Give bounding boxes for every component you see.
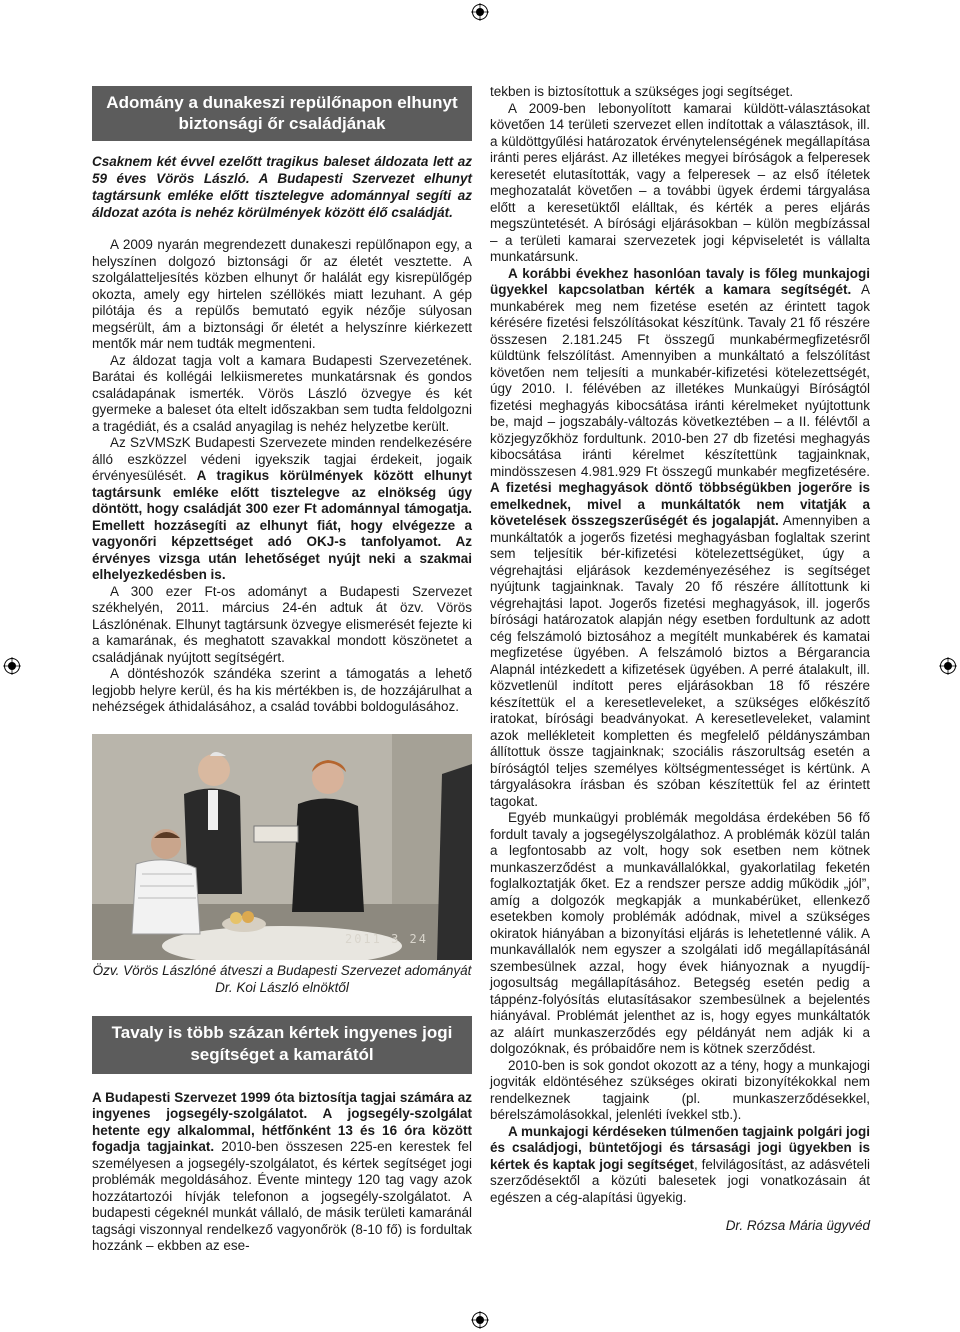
article-title-donation: Adomány a dunakeszi repülőnapon elhunyt biztonsági őr családjának xyxy=(92,86,472,141)
article-lead: Csaknem két évvel ezelőtt tragikus baleset áldozata lett az 59 éves Vörös László. A Budapesti Szervezet elhunyt tagtársunk emléke előtt tisztelegve adománnyal segíti az áldozat azóta is nehéz körülmények között élő családját. xyxy=(92,154,472,220)
author-signature: Dr. Rózsa Mária ügyvéd xyxy=(725,1218,870,1233)
left-column xyxy=(92,86,472,1255)
donation-photo xyxy=(92,734,472,960)
paragraph: Egyéb munkaügyi problémák megoldása érdekében 56 fő fordult tavaly a jogsegélyszolgálathoz. A problémák közül talán a legfontosabb az volt, hogy sok esetben nem kötnek munkaszerződést a munkavállalókkal, gyakorlatilag feketén foglalkoztatják őket. Ez a rendszer persze addig működik „jól”, amíg a dolgozók megkapják a munkabérüket, ellenkező esetekben komoly problémák adódnak, mivel a szükséges okiratok hiányában a bizonyítási eljárás is lehetetlenné válik. A munkavállalók nem egyszer a szolgálati idő megállapításánál szembesülnek azzal, hogy évek hiányoznak a nyugdíj-jogosultság megállapításához. Betegség esetén pedig a táppénz-folyósítás elutasításakor szembesülnek a bejelentés hiányával. Problémát jelenthet az is, hogy egyes munkáltatók az aláírt munkaszerződés egy példányát nem adják ki a dolgozóknak, és próbaidőre nem is kötnek szerződést. xyxy=(490,810,870,1056)
registration-mark-right xyxy=(939,657,957,675)
registration-mark-left xyxy=(3,657,21,675)
paragraph: tekben is biztosítottuk a szükséges jogi segítséget. xyxy=(490,84,794,99)
photo-date-stamp: 2011 3 24 xyxy=(344,932,428,946)
paragraph: Az SzVMSzK Budapesti Szervezete minden rendelkezésére álló eszközzel védeni igyekszik tagjai érdekeit, jogaik érvényesülését. A tragikus körülmények között elhunyt tagtársunk emléke előtt tisztelegve az elnökség úgy döntött, hogy családját 300 ezer Ft adománnyal támogatja. Emellett hozzásegíti az elhunyt fiát, hogy elvégezze a vagyonőri képzettséget adó OKJ-s tanfolyamot. Az érvényes vizsga után lehetőséget nyújt neki a szakmai elhelyezkedésben is. xyxy=(92,435,472,582)
article-title-legal-aid: Tavaly is több százan kértek ingyenes jogi segítséget a kamarától xyxy=(92,1016,472,1074)
paragraph: A munkajogi kérdéseken túlmenően tagjaink polgári jogi és családjogi, büntetőjogi és társasági jogi ügyekben is kértek és kaptak jogi segítséget, felvilágosítást, az adásvételi szerződésektől a közúti balesetek jogi vonatkozásain át egészen a cég-alapítási ügyekig. xyxy=(490,1123,871,1205)
paragraph: A Budapesti Szervezet 1999 óta biztosítja tagjai számára az ingyenes jogsegély-szolgálatot. A jogsegély-szolgálat hetente egy alkalommal, hétfőnként 13 és 16 óra között fogadja tagjainkat. 2010-ben összesen 225-en kerestek fel személyesen a jogsegély-szolgálatot, és kértek segítséget jogi problémák megoldásához. Évente mintegy 120 tag vagy azok hozzátartozói hívják telefonon a jogsegély-szolgálatot. A budapesti cégeknél munkát vállaló, de másik területi kamaránál tagsági viszonnyal rendelkező vagyonőrök (8-10 fő) is fordultak hozzánk – ekbben az ese- xyxy=(92,1089,472,1253)
paragraph: Az áldozat tagja volt a kamara Budapesti Szervezetének. Barátai és kollégái lelkiismeretes munkatársnak és gondos családapának ismerték. Vörös László özvegye és két gyermeke a baleset óta eltelt időszakban sem tudta feldolgozni a tragédiát, és a család anyagilag is nehéz helyzetbe került. xyxy=(92,352,472,434)
photo-caption: Özv. Vörös Lászlóné átveszi a Budapesti Szervezet adományát Dr. Koi László elnöktől xyxy=(92,962,472,995)
paragraph: A korábbi évekhez hasonlóan tavaly is főleg munkajogi ügyekkel kapcsolatban kérték a kamara segítségét. A munkabérek meg nem fizetése esetén az érintett tagok kérésére fizetési felszólításokat készítünk. Tavaly 21 fő részére összesen 2.181.245 Ft összegű munkabérmegfizetésről küldtünk felszólítást. Amennyiben a munkáltató a felszólítást követően nem teljesíti a munkabér-kifizetési kötelezettségét, úgy 2010. I. félévében az illetékes Munkaügyi Bíróságtól fizetési meghagyás kibocsátása iránti kérelmeket nyújtottunk be, majd – jogszabály-változás következtében – a II. félévtől a közjegyzőkhöz fordultunk. 2010-ben 27 db fizetési meghagyás kibocsátása iránti kérelmet készítettünk tagjainknak, mindösszesen 4.981.929 Ft összegű munkabér megfizetésére. A fizetési meghagyások döntő többségükben jogerőre is emelkednek, mivel a munkáltatók nem vitatják a követelések összegszerűségét és jogalapját. Amennyiben a munkáltatók a jogerős fizetési meghagyásban foglaltak szerint sem teljesítik bér-kifizetési kötelezettségüket, úgy a végrehajtási eljárások kezdeményezéséhez is segítséget nyújtunk tagjainknak. Tavaly 20 fő részére állítottunk ki végrehajtási lapot. Jogerős fizetési meghagyások, ill. jogerős bírósági határozatok alapján négy esetben fordultunk az adott cég felszámoló biztosához a megítélt munkabérek és kamatai megfizetése ügyében. A felszámoló biztos a Bérgarancia Alapnál intézkedett a kifizetések ügyében. A perré átalakult, ill. közvetlenül indított peres eljárásokban 18 fő részére készítettük el a keresetleveleket, a szükséges előkészítő iratokat, bírósági beadványokat. A keresetleveleket, valamint azok mellékleteit kompletten és megfelelő példányszámban állítottuk össze tagjainknak; szociális rászorultság esetén a bíróságtól teljes személyes költségmentességet is kértünk. A tárgyalásokra írásban és szóban készítettük fel az érintett tagokat. xyxy=(490,265,870,809)
registration-mark-bottom xyxy=(471,1311,489,1329)
paragraph: A 300 ezer Ft-os adományt a Budapesti Szervezet székhelyén, 2011. március 24-én adtuk át özv. Vörös Lászlónénak. Elhunyt tagtársunk özvegye elismerését fejezte ki a kamarának, és meghatott szavakkal mondott köszönetet a családjának nyújtott segítségért. xyxy=(92,583,472,665)
right-column xyxy=(490,84,870,1235)
paragraph: 2010-ben is sok gondot okozott az a tény, hogy a munkajogi jogviták eldöntéséhez szükséges okirati bizonyítékokkal nem rendelkeznek tagjaink (pl. munkaszerződésekkel, bérelszámolásokkal, jelenléti ívekkel stb.). xyxy=(490,1057,870,1122)
paragraph: A döntéshozók szándéka szerint a támogatás a lehető legjobb helyre kerül, és ha kis mértékben is, de hozzájárulhat a nehézségek áthidalásához, a család további boldogulásához. xyxy=(92,666,472,714)
registration-mark-top xyxy=(471,3,489,21)
paragraph: A 2009-ben lebonyolított kamarai küldött-választásokat követően 14 területi szervezet ellen indítottak a választások, ill. a küldöttgyűlési határozatok érvénytelenségének megállapítása iránti peres eljárást. Az illetékes megyei bíróságok a felperesek keresetét elutasították, vagy a felperesek – az első ítéletek meghozatalát követően – a további ügyek érdemi tárgyalása előtt a keresetüktől elálltak, és kérték a peres eljárás megszüntetését. A bírósági eljárásokban – külön megbízással – a területi kamarai szervezetek jogi képviseletét is vállalta munkatársunk. xyxy=(490,100,870,264)
paragraph: A 2009 nyarán megrendezett dunakeszi repülőnapon egy, a helyszínen dolgozó biztonsági őr az életét vesztette. A szolgálatteljesítés közben elhunyt őr halálát egy kisrepülőgép okozta, amely egy hirtelen széllökés miatt lezuhant. A gép pilótája és a repülős bemutató egyik nézője súlyosan megsérült, ám a biztonsági őr életét a helyszínre kiérkezett mentők már nem tudták megmenteni. xyxy=(92,237,472,351)
